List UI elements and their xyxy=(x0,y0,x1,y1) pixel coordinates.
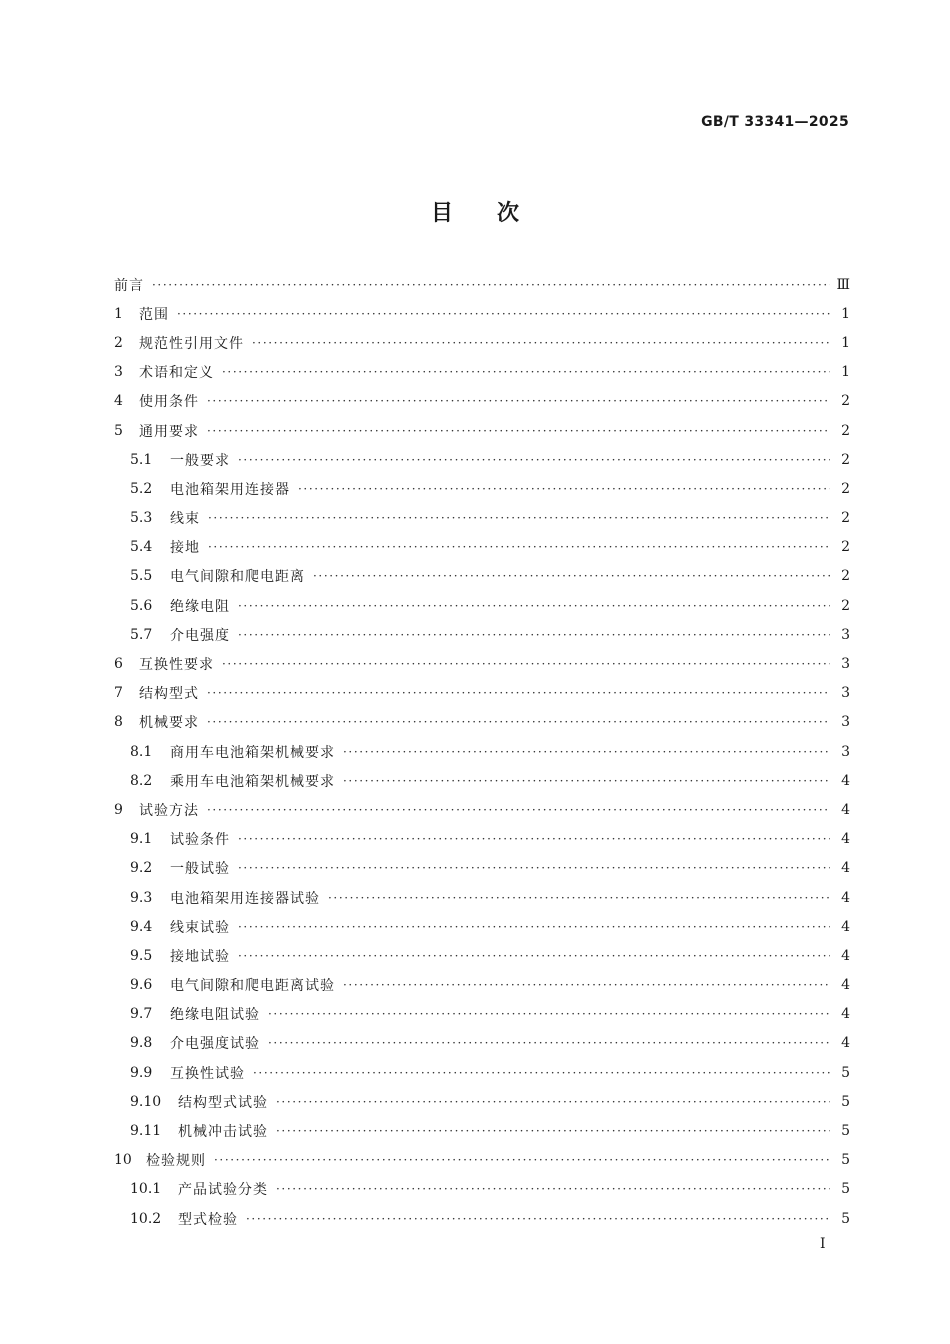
toc-entry[interactable] xyxy=(114,533,850,562)
toc-entry-number: 9.11 xyxy=(130,1123,162,1140)
toc-entry-number: 10 xyxy=(114,1152,132,1169)
toc-entry-page: 3 xyxy=(841,743,850,760)
toc-entry-label: 一般要求 xyxy=(170,452,230,469)
toc-entry-number: 5.4 xyxy=(130,539,153,556)
toc-entry-label: 机械要求 xyxy=(139,715,199,732)
toc-entry-page: 3 xyxy=(841,656,850,673)
toc-entry-number: 9.4 xyxy=(130,918,153,935)
toc-entry[interactable] xyxy=(114,795,850,824)
dot-leader xyxy=(238,599,830,613)
dot-leader xyxy=(208,540,830,554)
toc-entry-label: 电气间隙和爬电距离试验 xyxy=(170,978,335,995)
toc-entry-number: 9.3 xyxy=(130,889,153,906)
toc-entry[interactable] xyxy=(114,270,850,299)
toc-entry-number: 5.7 xyxy=(130,626,153,643)
toc-entry[interactable] xyxy=(114,1175,850,1204)
dot-leader xyxy=(343,774,830,788)
toc-entry-label: 接地试验 xyxy=(170,948,230,965)
toc-entry-label: 商用车电池箱架机械要求 xyxy=(170,744,335,761)
toc-entry-page: Ⅲ xyxy=(836,276,850,293)
toc-entry-number: 9.9 xyxy=(130,1064,153,1081)
toc-entry-page: 4 xyxy=(841,772,850,789)
toc-entry[interactable] xyxy=(114,299,850,328)
toc-entry[interactable] xyxy=(114,1087,850,1116)
toc-entry-number: 8 xyxy=(114,714,123,731)
toc-entry-page: 5 xyxy=(841,1210,850,1227)
page-number: I xyxy=(820,1236,826,1252)
toc-entry-page: 3 xyxy=(841,714,850,731)
dot-leader xyxy=(222,365,830,379)
dot-leader xyxy=(276,1095,830,1109)
dot-leader xyxy=(238,920,830,934)
toc-entry[interactable] xyxy=(114,358,850,387)
toc-entry-number: 10.2 xyxy=(130,1210,162,1227)
toc-entry[interactable] xyxy=(114,912,850,941)
toc-entry-number: 1 xyxy=(114,305,123,322)
toc-entry-number: 9.6 xyxy=(130,977,153,994)
toc-entry-number: 5 xyxy=(114,422,123,439)
standard-code: GB/T 33341—2025 xyxy=(701,114,849,130)
dot-leader xyxy=(276,1124,830,1138)
toc-entry-page: 5 xyxy=(841,1181,850,1198)
toc-entry[interactable] xyxy=(114,474,850,503)
toc-entry-page: 2 xyxy=(841,539,850,556)
toc-entry[interactable] xyxy=(114,1116,850,1145)
dot-leader xyxy=(207,424,830,438)
toc-entry[interactable] xyxy=(114,620,850,649)
toc-entry-label: 互换性要求 xyxy=(139,657,214,674)
toc-entry-page: 4 xyxy=(841,860,850,877)
toc-entry-number: 7 xyxy=(114,685,123,702)
dot-leader xyxy=(238,628,830,642)
toc-entry[interactable] xyxy=(114,1204,850,1233)
toc-entry-label: 互换性试验 xyxy=(170,1065,245,1082)
toc-entry-label: 通用要求 xyxy=(139,423,199,440)
toc-entry[interactable] xyxy=(114,708,850,737)
toc-entry-label: 检验规则 xyxy=(146,1153,206,1170)
toc-entry-label: 试验方法 xyxy=(139,802,199,819)
toc-entry-label: 线束 xyxy=(170,511,200,528)
toc-entry-number: 8.1 xyxy=(130,743,153,760)
dot-leader xyxy=(177,307,830,321)
toc-entry-label: 范围 xyxy=(139,306,169,323)
toc-entry-number: 9.1 xyxy=(130,831,153,848)
toc-entry-page: 2 xyxy=(841,597,850,614)
toc-entry-page: 5 xyxy=(841,1152,850,1169)
toc-entry-number: 5.3 xyxy=(130,510,153,527)
toc-entry-number: 5.1 xyxy=(130,451,153,468)
toc-entry-number: 2 xyxy=(114,334,123,351)
dot-leader xyxy=(328,891,830,905)
toc-entry-page: 5 xyxy=(841,1123,850,1140)
toc-entry-page: 5 xyxy=(841,1093,850,1110)
dot-leader xyxy=(222,657,830,671)
toc-entry-label: 结构型式试验 xyxy=(178,1094,268,1111)
dot-leader xyxy=(268,1036,830,1050)
toc-entry[interactable] xyxy=(114,445,850,474)
toc-entry-label: 介电强度试验 xyxy=(170,1036,260,1053)
toc-entry-label: 绝缘电阻 xyxy=(170,598,230,615)
toc-entry-number: 3 xyxy=(114,364,123,381)
toc-entry[interactable] xyxy=(114,649,850,678)
dot-leader xyxy=(268,1007,830,1021)
dot-leader xyxy=(152,278,830,292)
dot-leader xyxy=(276,1182,830,1196)
toc-entry[interactable] xyxy=(114,562,850,591)
toc-entry-number: 5.5 xyxy=(130,568,153,585)
toc-entry[interactable] xyxy=(114,941,850,970)
dot-leader xyxy=(298,482,830,496)
toc-entry-number: 5.6 xyxy=(130,597,153,614)
toc-entry[interactable] xyxy=(114,854,850,883)
toc-entry-page: 3 xyxy=(841,685,850,702)
toc-entry-page: 2 xyxy=(841,393,850,410)
toc-entry-page: 2 xyxy=(841,422,850,439)
page-title: 目次 xyxy=(430,200,563,226)
table-of-contents xyxy=(114,270,850,1233)
dot-leader xyxy=(207,803,830,817)
toc-entry-label: 乘用车电池箱架机械要求 xyxy=(170,773,335,790)
toc-entry-label: 型式检验 xyxy=(178,1211,238,1228)
toc-entry-number: 4 xyxy=(114,393,123,410)
toc-entry-label: 线束试验 xyxy=(170,919,230,936)
toc-entry-page: 2 xyxy=(841,480,850,497)
toc-entry-number: 10.1 xyxy=(130,1181,162,1198)
dot-leader xyxy=(238,949,830,963)
toc-entry-number: 9.8 xyxy=(130,1035,153,1052)
toc-entry-label: 试验条件 xyxy=(170,832,230,849)
toc-entry[interactable] xyxy=(114,737,850,766)
toc-entry[interactable] xyxy=(114,971,850,1000)
dot-leader xyxy=(343,745,830,759)
toc-entry-page: 1 xyxy=(841,364,850,381)
toc-entry-label: 机械冲击试验 xyxy=(178,1124,268,1141)
dot-leader xyxy=(253,1066,830,1080)
toc-entry-label: 规范性引用文件 xyxy=(139,335,244,352)
toc-entry[interactable] xyxy=(114,1058,850,1087)
toc-entry[interactable] xyxy=(114,328,850,357)
toc-entry[interactable] xyxy=(114,416,850,445)
toc-entry[interactable] xyxy=(114,387,850,416)
toc-entry[interactable] xyxy=(114,679,850,708)
toc-entry-page: 2 xyxy=(841,451,850,468)
toc-entry-label: 绝缘电阻试验 xyxy=(170,1007,260,1024)
toc-entry-page: 4 xyxy=(841,889,850,906)
dot-leader xyxy=(238,453,830,467)
toc-entry-label: 电气间隙和爬电距离 xyxy=(170,569,305,586)
toc-entry-label: 电池箱架用连接器 xyxy=(170,481,290,498)
toc-entry-number: 5.2 xyxy=(130,480,153,497)
toc-entry-page: 1 xyxy=(841,334,850,351)
dot-leader xyxy=(313,569,830,583)
toc-entry-page: 4 xyxy=(841,1035,850,1052)
toc-entry[interactable] xyxy=(114,825,850,854)
toc-entry-page: 5 xyxy=(841,1064,850,1081)
toc-entry-page: 4 xyxy=(841,918,850,935)
toc-entry[interactable] xyxy=(114,504,850,533)
toc-entry-number: 9.5 xyxy=(130,947,153,964)
dot-leader xyxy=(214,1153,830,1167)
toc-entry-label: 一般试验 xyxy=(170,861,230,878)
toc-entry-page: 3 xyxy=(841,626,850,643)
toc-entry-page: 4 xyxy=(841,947,850,964)
toc-entry-number: 9.10 xyxy=(130,1093,162,1110)
toc-entry-page: 2 xyxy=(841,510,850,527)
toc-entry-page: 4 xyxy=(841,801,850,818)
toc-entry-label: 接地 xyxy=(170,540,200,557)
toc-entry-page: 4 xyxy=(841,1006,850,1023)
toc-entry-label: 电池箱架用连接器试验 xyxy=(170,890,320,907)
toc-entry-page: 1 xyxy=(841,305,850,322)
toc-entry-label: 使用条件 xyxy=(139,394,199,411)
toc-entry-number: 6 xyxy=(114,656,123,673)
dot-leader xyxy=(238,832,830,846)
toc-entry-page: 4 xyxy=(841,831,850,848)
toc-entry-page: 4 xyxy=(841,977,850,994)
dot-leader xyxy=(343,978,830,992)
dot-leader xyxy=(207,715,830,729)
toc-entry-page: 2 xyxy=(841,568,850,585)
toc-entry-label: 产品试验分类 xyxy=(178,1182,268,1199)
toc-entry[interactable] xyxy=(114,591,850,620)
toc-entry[interactable] xyxy=(114,766,850,795)
toc-entry-label: 结构型式 xyxy=(139,686,199,703)
dot-leader xyxy=(246,1212,830,1226)
toc-entry-number: 9.2 xyxy=(130,860,153,877)
toc-entry[interactable] xyxy=(114,1000,850,1029)
toc-entry[interactable] xyxy=(114,883,850,912)
toc-entry-label: 术语和定义 xyxy=(139,365,214,382)
dot-leader xyxy=(208,511,830,525)
toc-entry-number: 9.7 xyxy=(130,1006,153,1023)
toc-entry-label: 前言 xyxy=(114,277,144,294)
dot-leader xyxy=(207,686,830,700)
dot-leader xyxy=(207,394,830,408)
toc-entry-number: 8.2 xyxy=(130,772,153,789)
dot-leader xyxy=(238,861,830,875)
dot-leader xyxy=(252,336,830,350)
toc-entry-label: 介电强度 xyxy=(170,627,230,644)
toc-entry[interactable] xyxy=(114,1029,850,1058)
toc-entry[interactable] xyxy=(114,1146,850,1175)
toc-entry-number: 9 xyxy=(114,801,123,818)
